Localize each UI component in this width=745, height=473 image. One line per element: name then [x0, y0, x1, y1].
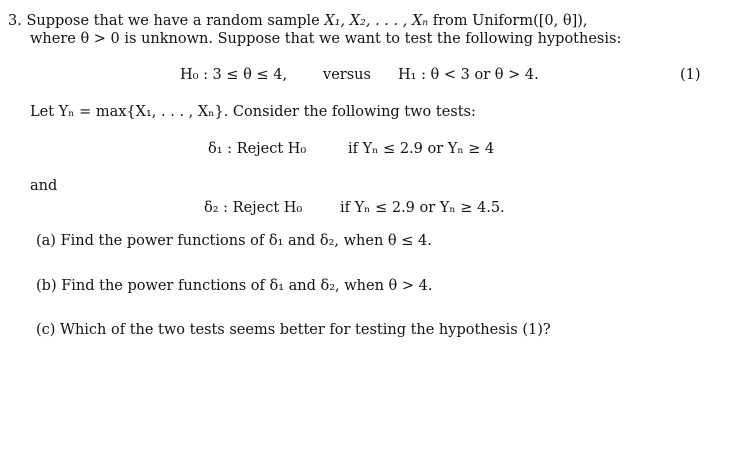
null-hypothesis: H₀ : 3 ≤ θ ≤ 4,	[180, 67, 288, 83]
equation-number: (1)	[680, 67, 701, 83]
problem-number: 3.	[8, 13, 22, 29]
connector-and: and	[30, 178, 58, 194]
intro-line-2: where θ > 0 is unknown. Suppose that we want to test the following hypothesis:	[30, 31, 622, 47]
test-2-condition: if Yₙ ≤ 2.9 or Yₙ ≥ 4.5.	[340, 200, 505, 216]
intro-text-1: Suppose that we have a random sample	[26, 13, 325, 29]
statistic-definition: Let Yₙ = max{X₁, . . . , Xₙ}. Consider the following two tests:	[30, 104, 476, 120]
versus-label: versus	[323, 67, 371, 83]
sample-variables: X₁, X₂, . . . , Xₙ	[324, 13, 429, 29]
alternative-hypothesis: H₁ : θ < 3 or θ > 4.	[398, 67, 539, 83]
part-a: (a) Find the power functions of δ₁ and δ₂, when θ ≤ 4.	[36, 233, 432, 249]
test-1-name: δ₁ : Reject H₀	[208, 141, 307, 157]
test-1-condition: if Yₙ ≤ 2.9 or Yₙ ≥ 4	[348, 141, 495, 157]
part-b: (b) Find the power functions of δ₁ and δ₂, when θ > 4.	[36, 278, 433, 294]
intro-text-2: from Uniform([0, θ]),	[428, 13, 588, 29]
part-c: (c) Which of the two tests seems better for testing the hypothesis (1)?	[36, 322, 551, 338]
test-2-name: δ₂ : Reject H₀	[204, 200, 303, 216]
intro-line-1	[8, 12, 588, 30]
